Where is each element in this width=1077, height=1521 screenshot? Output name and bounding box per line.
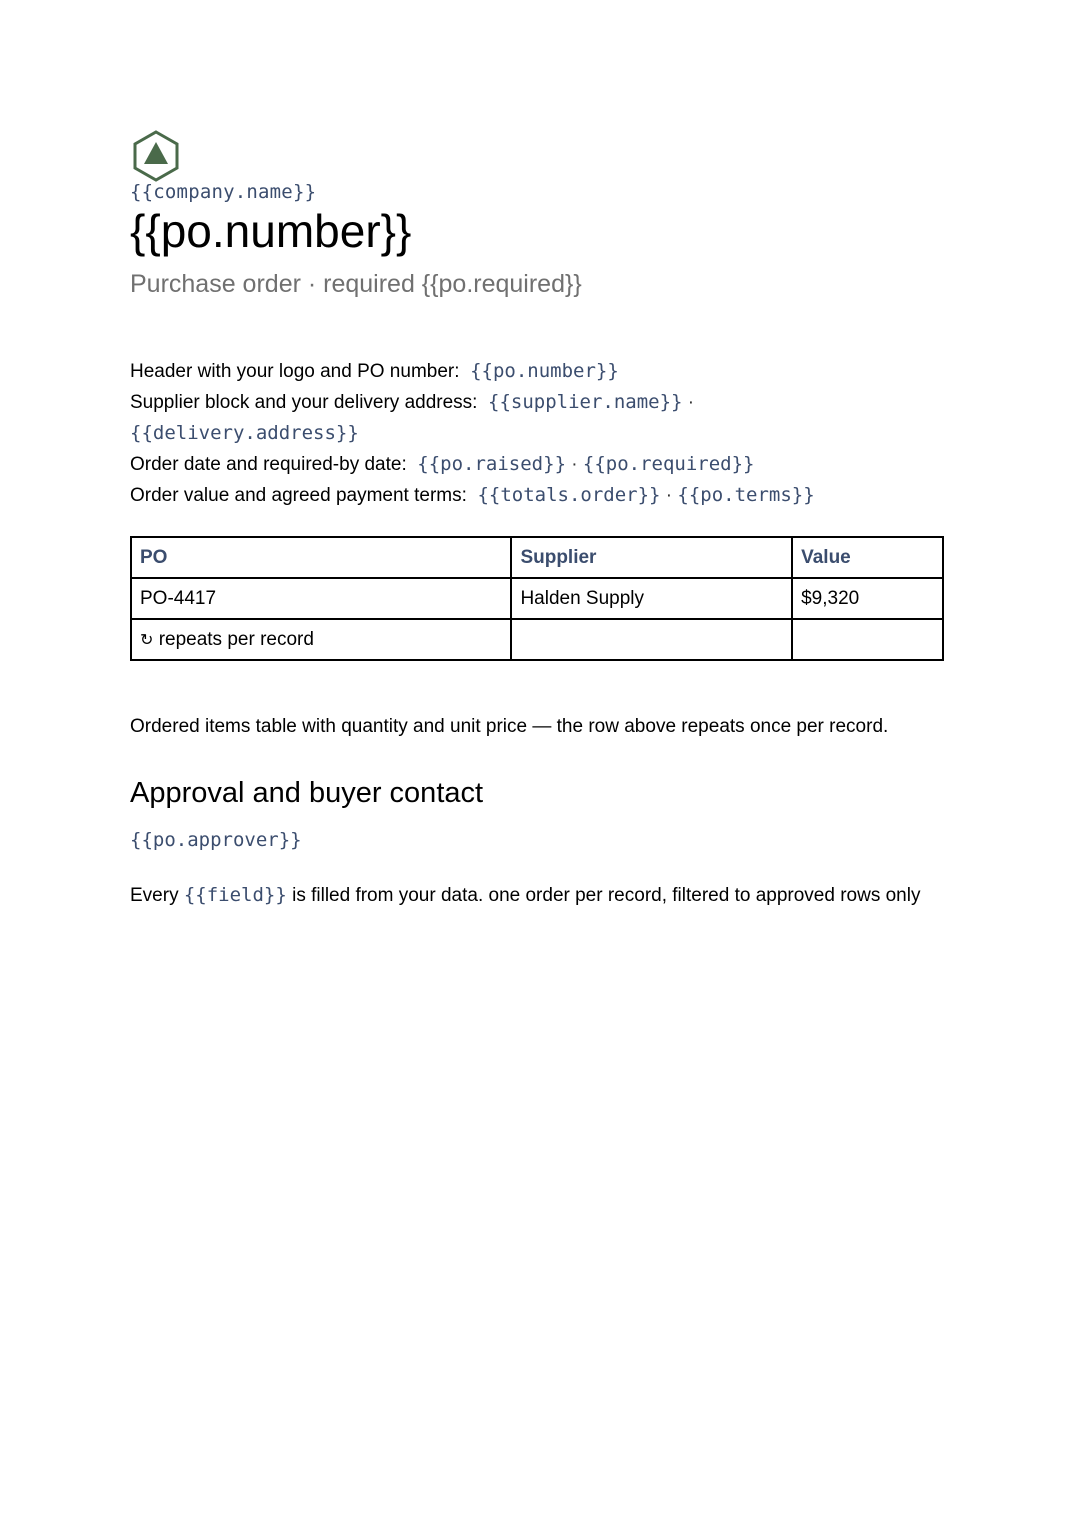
approver-token: {{po.approver}} <box>130 829 302 851</box>
field-token: {{totals.order}} <box>477 484 661 506</box>
footer-suffix: is filled from your data. one order per record, filtered to approved rows only <box>292 885 921 906</box>
field-label: Order value and agreed payment terms: <box>130 485 467 506</box>
repeat-icon: ↻ <box>140 631 154 649</box>
table-cell: PO-4417 <box>131 578 511 619</box>
section-heading: Approval and buyer contact <box>130 777 484 809</box>
field-separator: · <box>571 454 578 475</box>
footer-field-token: {{field}} <box>183 884 287 906</box>
table-cell: $9,320 <box>792 578 943 619</box>
hexagon-triangle-icon <box>130 130 182 182</box>
repeat-cell <box>131 619 511 660</box>
field-line <box>130 356 944 387</box>
orders-table <box>130 536 944 661</box>
table-header-row <box>131 537 943 578</box>
field-label: Supplier block and your delivery address: <box>130 392 478 413</box>
footer-prefix: Every <box>130 885 179 906</box>
field-separator: · <box>665 485 673 506</box>
page-title: {{po.number}} <box>130 205 412 257</box>
field-list <box>130 356 944 511</box>
field-separator: · <box>687 392 695 413</box>
table-cell-empty <box>792 619 943 660</box>
page-subtitle: Purchase order · required {{po.required}} <box>130 270 582 298</box>
repeat-row <box>131 619 943 660</box>
field-line <box>130 449 944 480</box>
field-token: {{po.number}} <box>470 360 619 382</box>
field-token: {{supplier.name}} <box>488 391 683 413</box>
table-note: Ordered items table with quantity and unit price — the row above repeats once per record. <box>130 716 889 737</box>
footer-note <box>130 881 944 910</box>
field-line <box>130 387 944 449</box>
field-label: Order date and required-by date: <box>130 454 407 475</box>
field-token: {{po.terms}} <box>677 484 815 506</box>
field-line <box>130 480 944 511</box>
table-cell-empty <box>511 619 792 660</box>
repeat-label: repeats per record <box>158 628 314 650</box>
column-header-supplier: Supplier <box>511 537 792 578</box>
document-page <box>130 130 944 910</box>
table-row <box>131 578 943 619</box>
column-header-po: PO <box>131 537 511 578</box>
field-token: {{po.required}} <box>582 453 755 475</box>
field-token: {{delivery.address}} <box>130 422 359 444</box>
field-label: Header with your logo and PO number: <box>130 361 460 382</box>
column-header-value: Value <box>792 537 943 578</box>
company-name: {{company.name}} <box>130 181 317 203</box>
table-cell: Halden Supply <box>511 578 792 619</box>
field-token: {{po.raised}} <box>417 453 567 475</box>
